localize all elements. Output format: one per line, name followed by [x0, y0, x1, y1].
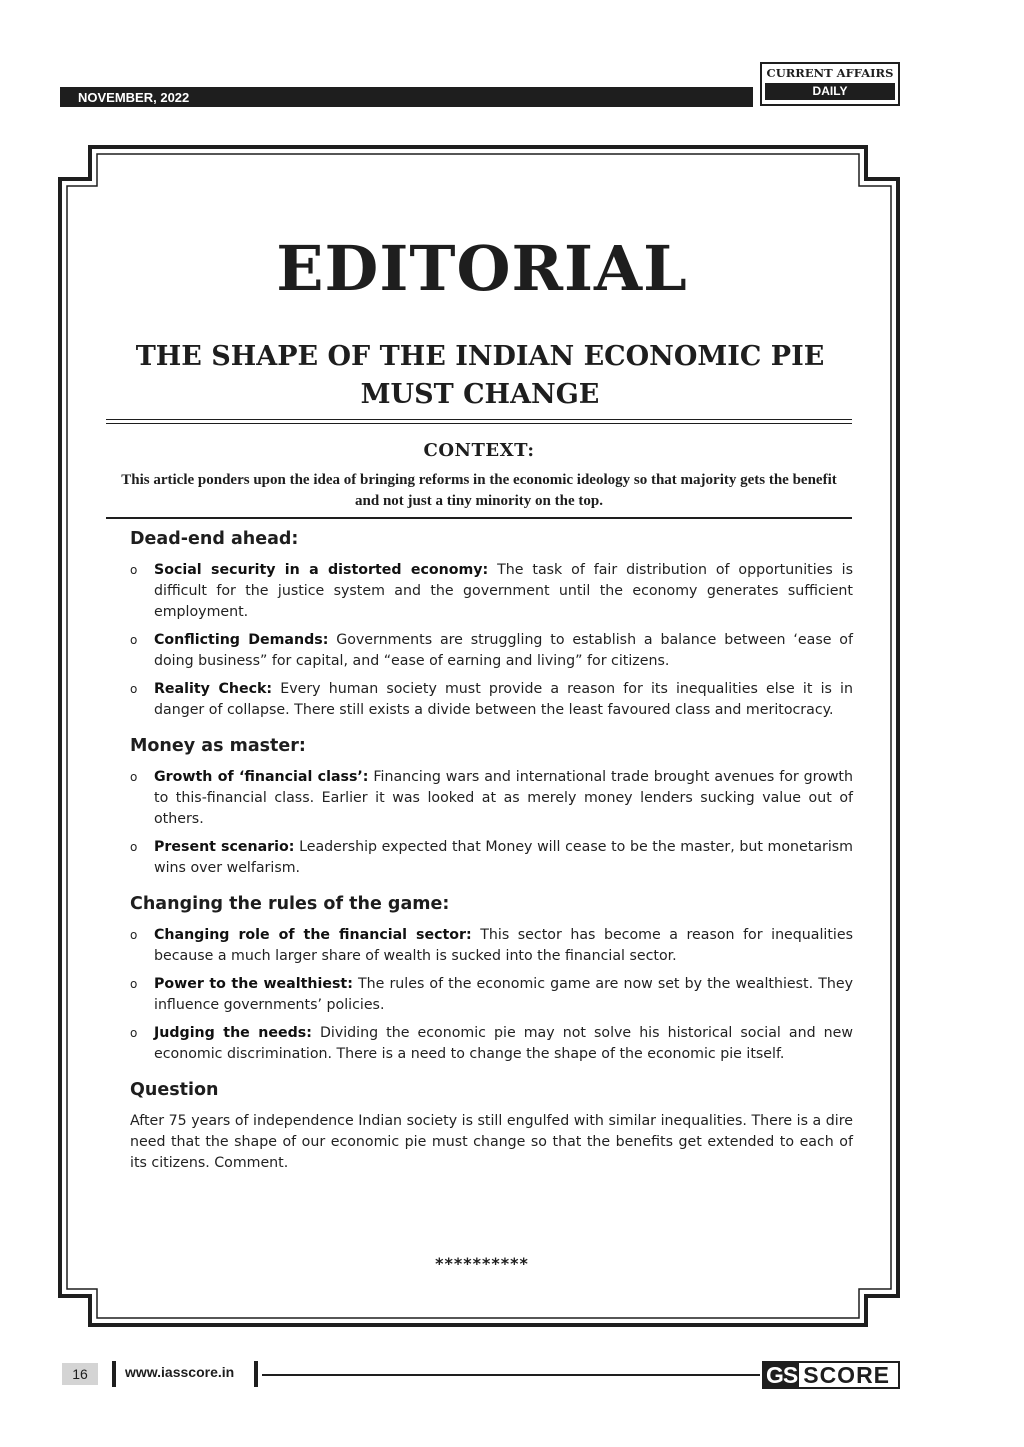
bullet-marker: o	[130, 563, 138, 577]
question-heading: Question	[130, 1080, 219, 1100]
item-term: Growth of ‘financial class’:	[154, 769, 369, 785]
footer-rule	[262, 1374, 760, 1376]
bullet-marker: o	[130, 928, 138, 942]
item-term: Social security in a distorted economy:	[154, 562, 489, 578]
list-item	[130, 630, 853, 672]
item-text: This sector has become a reason for inequalities because a much larger share of wealth is sucked into the financial sector.	[154, 927, 853, 964]
item-text: The rules of the economic game are now set by the wealthiest. They influence governments’ policies.	[154, 976, 853, 1013]
item-term: Conflicting Demands:	[154, 632, 329, 648]
issue-date: NOVEMBER, 2022	[78, 90, 190, 105]
list-item	[130, 767, 853, 830]
item-term: Power to the wealthiest:	[154, 976, 353, 992]
article-title: THE SHAPE OF THE INDIAN ECONOMIC PIE MUST CHANGE	[135, 341, 825, 410]
bullet-list	[130, 560, 853, 721]
section-heading: Dead-end ahead:	[130, 529, 299, 549]
page-title: EDITORIAL	[276, 232, 688, 305]
bullet-marker: o	[130, 977, 138, 991]
website-link[interactable]: www.iasscore.in	[125, 1364, 235, 1380]
item-text: Every human society must provide a reason for its inequalities else it is in danger of collapse. There still exists a divide between the least favoured class and meritocracy.	[154, 681, 853, 718]
bullet-marker: o	[130, 770, 138, 784]
item-text: Dividing the economic pie may not solve his historical social and new economic discrimination. There is a need to change the shape of the economic pie itself.	[154, 1025, 853, 1062]
logo-gs: GS	[766, 1362, 798, 1388]
end-of-article-mark: **********	[435, 1254, 529, 1273]
section-heading: Money as master:	[130, 736, 306, 756]
list-item	[130, 837, 853, 879]
list-item	[130, 1023, 853, 1065]
context-heading: CONTEXT:	[423, 440, 535, 461]
section-rules-of-game	[130, 891, 853, 1065]
bullet-list	[130, 925, 853, 1065]
footer-divider	[112, 1361, 116, 1387]
section-heading: Changing the rules of the game:	[130, 894, 450, 914]
bullet-marker: o	[130, 633, 138, 647]
article-body	[130, 526, 853, 1186]
list-item	[130, 679, 853, 721]
context-divider	[106, 517, 852, 519]
list-item	[130, 925, 853, 967]
footer-divider	[254, 1361, 258, 1387]
question-text: After 75 years of independence Indian society is still engulfed with similar inequalities. There is a dire need that the shape of our economic pie must change so that the benefits get extended to each of its citizens. Comment.	[130, 1113, 853, 1171]
item-text: Governments are struggling to establish a balance between ‘ease of doing business” for capital, and “ease of earning and living” for citizens.	[154, 632, 853, 669]
context-text: This article ponders upon the idea of bringing reforms in the economic ideology so that majority gets the benefit and not just a tiny minority on the top.	[121, 472, 837, 509]
logo-score: SCORE	[803, 1362, 891, 1388]
bullet-list	[130, 767, 853, 879]
item-term: Changing role of the financial sector:	[154, 927, 472, 943]
section-dead-end	[130, 526, 853, 721]
badge-top-label: CURRENT AFFAIRS	[766, 66, 894, 80]
title-divider	[106, 419, 852, 424]
list-item	[130, 974, 853, 1016]
gs-score-logo	[762, 1361, 900, 1389]
item-term: Judging the needs:	[154, 1025, 312, 1041]
bullet-marker: o	[130, 682, 138, 696]
item-text: Financing wars and international trade brought avenues for growth to this-financial class. Earlier it was looked at as merely money lenders sucking value out of others.	[154, 769, 853, 827]
section-money-master	[130, 733, 853, 879]
item-text: Leadership expected that Money will cease to be the master, but monetarism wins over welfarism.	[154, 839, 853, 876]
bullet-marker: o	[130, 1026, 138, 1040]
item-term: Present scenario:	[154, 839, 295, 855]
section-question	[130, 1077, 853, 1174]
page-number: 16	[62, 1363, 98, 1385]
bullet-marker: o	[130, 840, 138, 854]
item-text: The task of fair distribution of opportunities is difficult for the justice system and the government until the economy generates sufficient employment.	[154, 562, 853, 620]
item-term: Reality Check:	[154, 681, 273, 697]
current-affairs-badge	[760, 62, 900, 106]
badge-bottom-label: DAILY	[765, 83, 895, 100]
list-item	[130, 560, 853, 623]
